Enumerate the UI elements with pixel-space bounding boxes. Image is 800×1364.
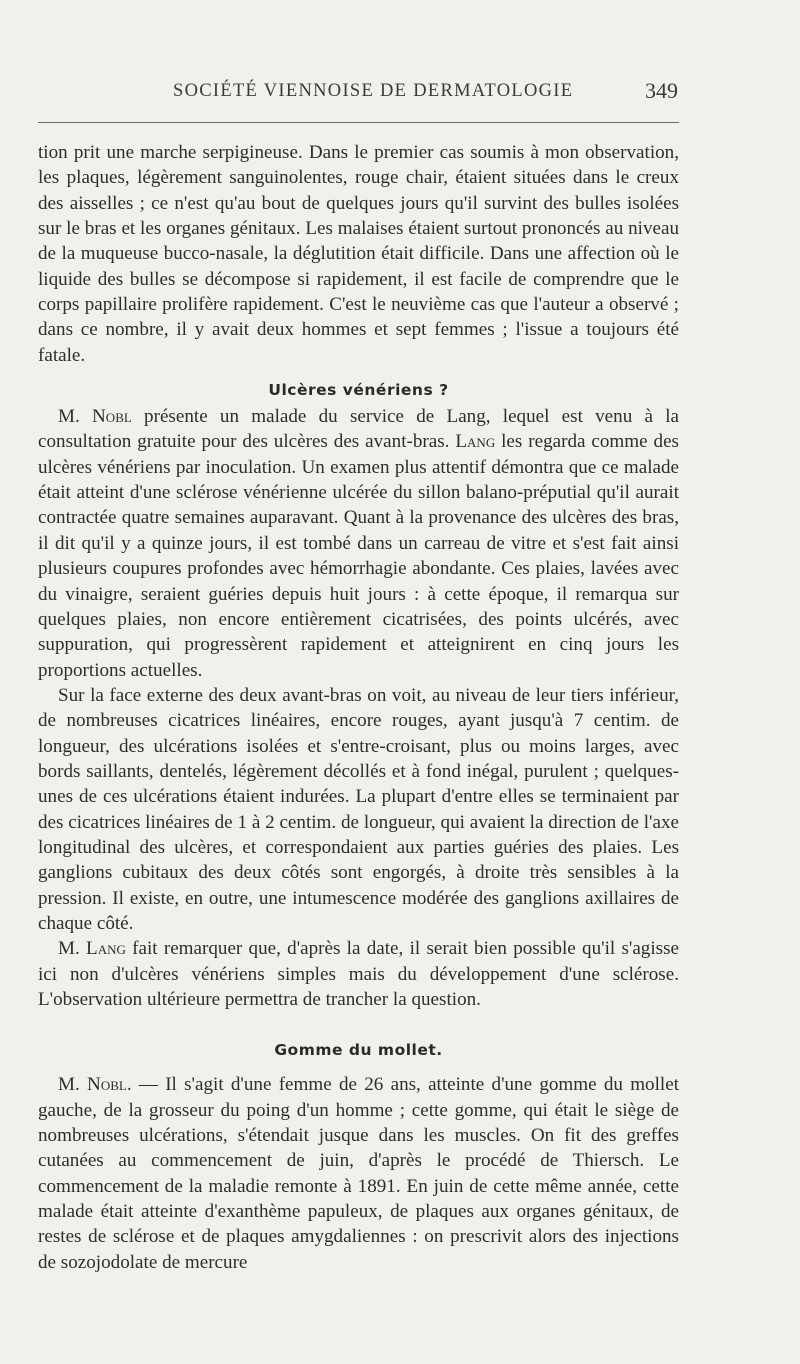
body-text	[38, 140, 679, 1275]
paragraph-gomme-case	[38, 1072, 679, 1275]
paragraph-text: fait remarquer que, d'après la date, il serait bien possible qu'il s'agisse ici non d'ulcères vénériens simples mais du développement d'une sclérose. L'observation ultérieure permettra de trancher la question.	[38, 938, 679, 1010]
running-header	[38, 78, 678, 107]
paragraph-text: — Il s'agit d'une femme de 26 ans, atteinte d'une gomme du mollet gauche, de la grosseur du poing d'un homme ; cette gomme, qui était le siège de nombreuses ulcérations, s'étendait jusque dans les muscles. On fit des greffes cutanées au commencement de juin, d'après le procédé de Thiersch. Le commencement de la maladie remonte à 1891. En juin de cette même année, cette malade était atteinte d'exanthème papuleux, de plaques aux organes génitaux, de restes de sclérose et de plaques amygdaliennes : on prescrivit alors des injections de sozojodolate de mercure	[38, 1074, 679, 1273]
author-name-lang: Lang	[455, 431, 496, 453]
section-heading-ulceres: Ulcères vénériens ?	[268, 381, 449, 400]
page-number: 349	[645, 78, 678, 103]
paragraph-text: les regarda comme des ulcères vénériens par inoculation. Un examen plus attentif démontra que ce malade était atteint d'une sclérose vénérienne ulcérée du sillon balano-préputial qu'il aurait contractée quatre semaines auparavant. Quant à la provenance des ulcères des bras, il dit qu'il y a quinze jours, il est tombé dans un carreau de vitre et s'est fait ainsi plusieurs coupures profondes avec hémorrhagie abondante. Ces plaies, lavées avec du vinaigre, seraient guéries depuis huit jours : à cette époque, il remarqua sur quelques plaies, non encore entièrement cicatrisées, des points ulcérés, avec suppuration, qui progressèrent rapidement et atteignirent en cinq jours les proportions actuelles.	[38, 431, 679, 681]
title-m: M.	[58, 1074, 80, 1096]
author-name-nobl: Nobl	[92, 406, 132, 428]
title-m: M.	[58, 406, 80, 428]
author-name-lang: Lang	[86, 938, 126, 960]
running-title: SOCIÉTÉ VIENNOISE DE DERMATOLOGIE	[173, 81, 574, 101]
section-heading-gomme: Gomme du mollet.	[274, 1041, 443, 1060]
paragraph-lang-remark	[38, 936, 679, 1012]
paragraph-text: présente un malade du service de Lang, lequel est venu à la consultation gratuite pour des ulcères des avant-bras.	[38, 406, 679, 453]
paragraph-nobl-presentation	[38, 404, 679, 683]
paragraph-description: Sur la face externe des deux avant-bras on voit, au niveau de leur tiers inférieur, de nombreuses cicatrices linéaires, encore rouges, ayant jusqu'à 7 centim. de longueur, des ulcérations isolées et s'entre-croisant, plus ou moins larges, avec bords saillants, dentelés, légèrement décollés et à fond inégal, purulent ; quelques-unes de ces ulcérations étaient indurées. La plupart d'entre elles se terminaient par des cicatrices linéaires de 1 à 2 centim. de longueur, qui avaient la direction de l'axe longitudinal des ulcères, et correspondaient aux parties guéries des plaies. Les ganglions cubitaux des deux côtés sont engorgés, à droite très sensibles à la pression. Il existe, en outre, une intumescence modérée des ganglions axillaires de chaque côté.	[38, 684, 679, 934]
paragraph-continuation: tion prit une marche serpigineuse. Dans le premier cas soumis à mon observation, les plaques, légèrement sanguinolentes, rouge chair, étaient situées dans le creux des aisselles ; ce n'est qu'au bout de quelques jours qu'il survint des bulles isolées sur le bras et les organes génitaux. Les malaises étaient surtout prononcés au niveau de la muqueuse bucco-nasale, la déglutition était difficile. Dans une affection où le liquide des bulles se décompose si rapidement, il est facile de comprendre que le corps papillaire prolifère rapidement. C'est le neuvième cas que l'auteur a observé ; dans ce nombre, il y avait deux hommes et sept femmes ; l'issue a toujours été fatale.	[38, 142, 679, 366]
title-m: M.	[58, 938, 80, 960]
author-name-nobl: Nobl.	[87, 1074, 132, 1096]
header-rule	[38, 122, 679, 123]
